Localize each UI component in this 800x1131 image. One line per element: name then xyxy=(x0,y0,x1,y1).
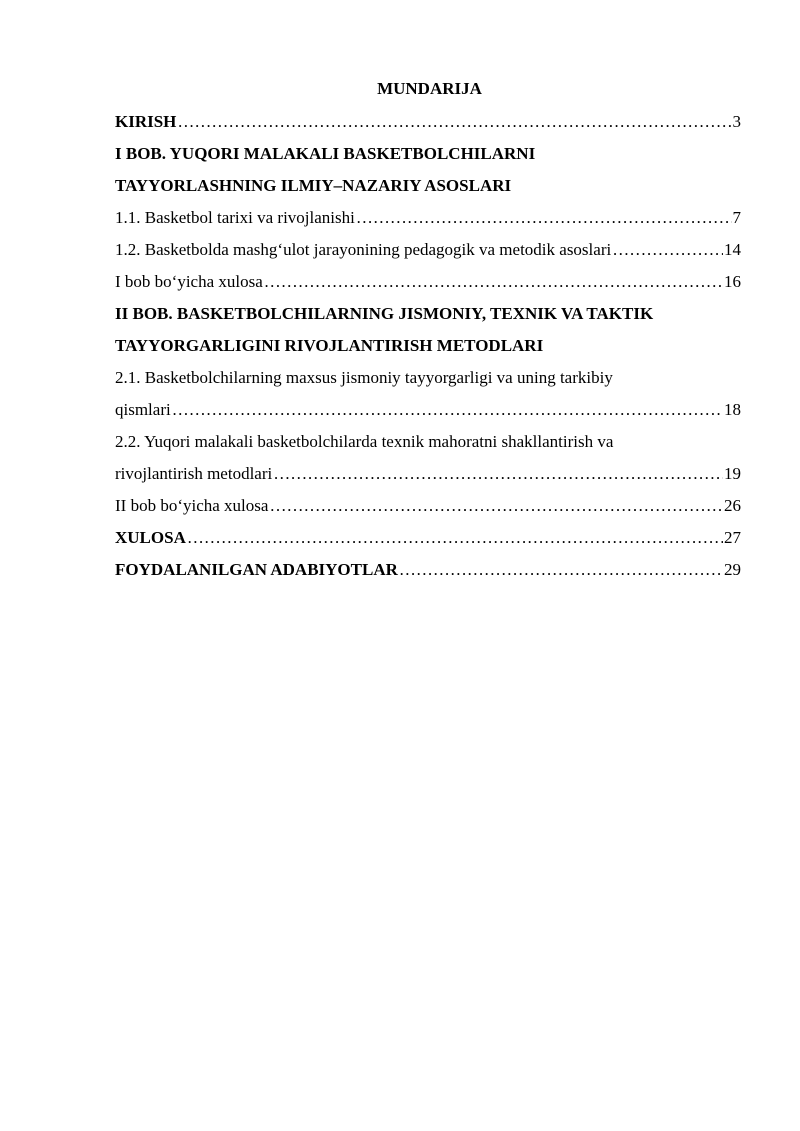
toc-entry-text: XULOSA xyxy=(115,528,186,547)
dot-leader xyxy=(172,394,723,426)
dot-leader xyxy=(399,554,723,586)
toc-page-number: 29 xyxy=(724,560,741,579)
toc-entry-1-1 xyxy=(115,202,741,234)
dot-leader xyxy=(273,458,723,490)
toc-entry-references xyxy=(115,554,741,586)
dot-leader xyxy=(187,522,723,554)
chapter-heading: II BOB. BASKETBOLCHILARNING JISMONIY, TEXNIK VA TAKTIK xyxy=(115,304,654,323)
toc-page-number: 14 xyxy=(724,240,741,259)
chapter-heading: TAYYORGARLIGINI RIVOJLANTIRISH METODLARI xyxy=(115,336,544,355)
dot-leader xyxy=(264,266,723,298)
toc-entry-text: KIRISH xyxy=(115,112,177,131)
toc-entry-text: II bob bo‘yicha xulosa xyxy=(115,496,269,515)
toc-page-number: 18 xyxy=(724,400,741,419)
table-of-contents xyxy=(115,76,741,586)
toc-page-number: 7 xyxy=(732,208,741,227)
toc-entry-xulosa xyxy=(115,522,741,554)
dot-leader xyxy=(177,106,731,138)
toc-title: MUNDARIJA xyxy=(377,79,482,98)
toc-entry-text-line: 2.1. Basketbolchilarning maxsus jismoniy tayyorgarligi va uning tarkibiy xyxy=(115,368,613,387)
toc-entry-2-1 xyxy=(115,394,741,426)
toc-entry-chapter1-conclusion xyxy=(115,266,741,298)
dot-leader xyxy=(269,490,723,522)
dot-leader xyxy=(612,234,723,266)
chapter-heading: TAYYORLASHNING ILMIY–NAZARIY ASOSLARI xyxy=(115,176,512,195)
toc-entry-text: I bob bo‘yicha xulosa xyxy=(115,272,263,291)
toc-entry-text: rivojlantirish metodlari xyxy=(115,464,273,483)
toc-page-number: 26 xyxy=(724,496,741,515)
toc-page-number: 19 xyxy=(724,464,741,483)
dot-leader xyxy=(356,202,732,234)
toc-page-number: 3 xyxy=(732,112,741,131)
toc-entry-text: 1.1. Basketbol tarixi va rivojlanishi xyxy=(115,208,355,227)
toc-page-number: 16 xyxy=(724,272,741,291)
toc-entry-2-2 xyxy=(115,458,741,490)
toc-entry-text: FOYDALANILGAN ADABIYOTLAR xyxy=(115,560,398,579)
toc-entry-text: 1.2. Basketbolda mashg‘ulot jarayonining pedagogik va metodik asoslari xyxy=(115,240,612,259)
toc-page-number: 27 xyxy=(724,528,741,547)
toc-entry-text-line: 2.2. Yuqori malakali basketbolchilarda texnik mahoratni shakllantirish va xyxy=(115,432,614,451)
toc-entry-1-2 xyxy=(115,234,741,266)
toc-entry-kirish xyxy=(115,106,741,138)
chapter-heading: I BOB. YUQORI MALAKALI BASKETBOLCHILARNI xyxy=(115,144,536,163)
toc-entry-text: qismlari xyxy=(115,400,171,419)
toc-entry-chapter2-conclusion xyxy=(115,490,741,522)
